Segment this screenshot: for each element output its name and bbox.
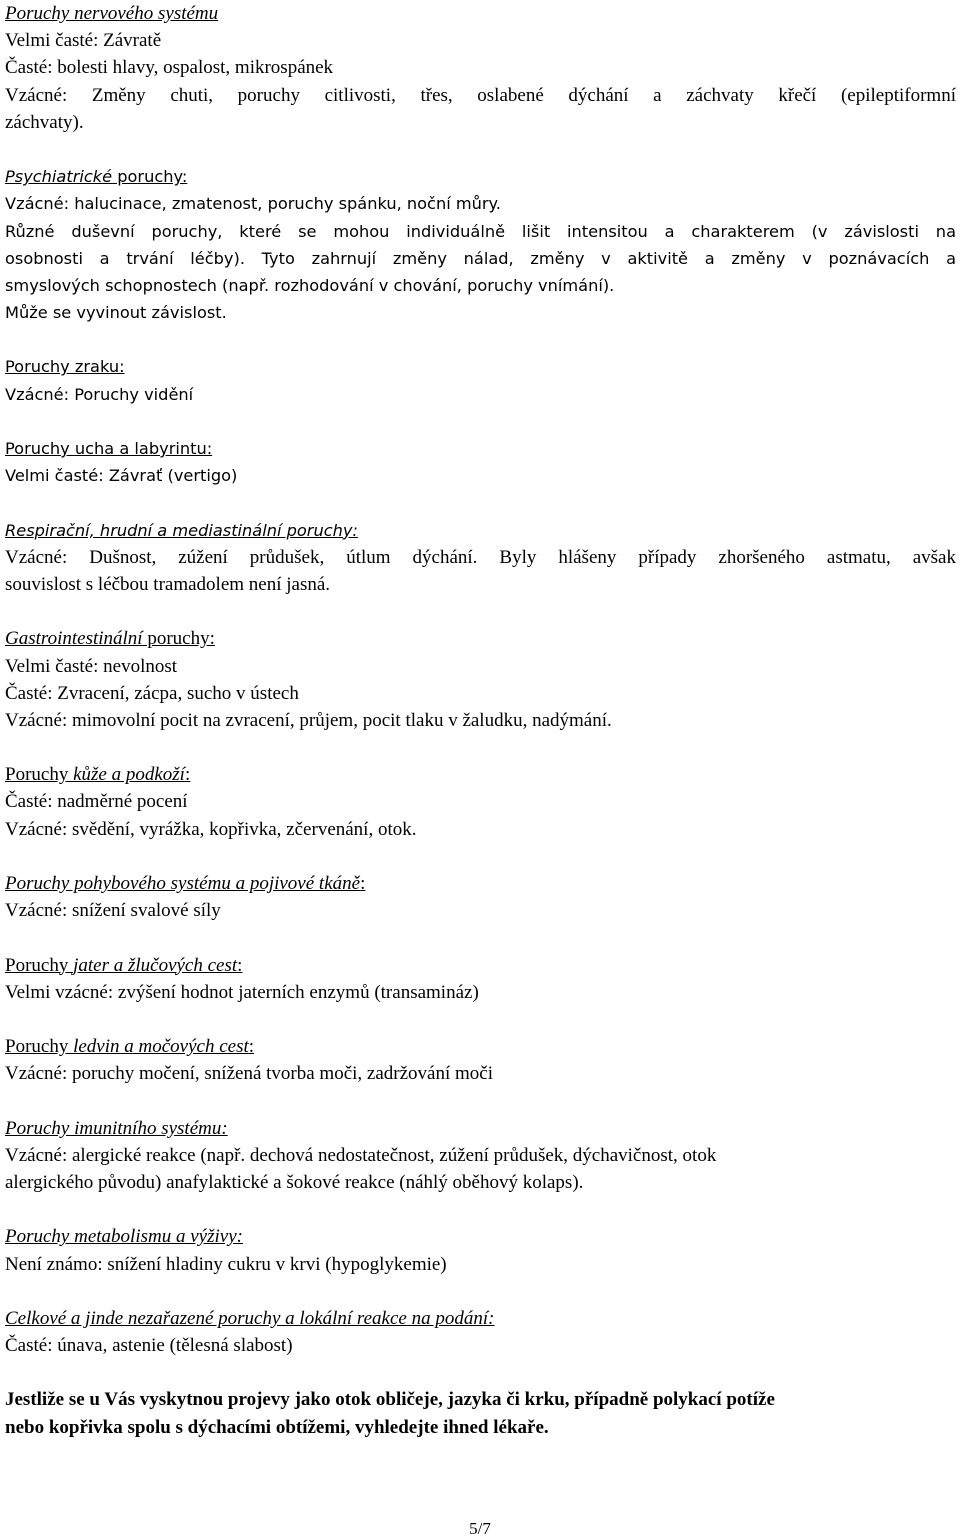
skin-common: Časté: nadměrné pocení [5,791,188,813]
heading-text-italic: Gastrointestinální [5,628,143,650]
warning-block [5,1386,956,1440]
nervous-very-common: Velmi časté: Závratě [5,30,162,52]
section-heading-general [5,1305,956,1332]
section-heading-eye [5,353,956,380]
heading-text: Poruchy imunitního systému: [5,1117,228,1139]
psychiatric-text-line-1: Různé duševní poruchy, které se mohou individuálně lišit intensitou a charakterem (v závislosti na [5,221,956,241]
page-number: 5/7 [469,1519,491,1538]
section-heading-liver [5,952,956,979]
heading-text-italic: jater a žlučových cest [73,954,238,976]
section-heading-nervous [5,0,956,27]
gastro-rare: Vzácné: mimovolní pocit na zvracení, průjem, pocit tlaku v žaludku, nadýmání. [5,709,612,731]
heading-text-italic: kůže a podkoží [73,764,185,786]
immune-text-line-2: alergického původu) anafylaktické a šokové reakce (náhlý oběhový kolaps). [5,1172,584,1194]
section-heading-immune [5,1115,956,1142]
ear-very-common: Velmi časté: Závrať (vertigo) [5,466,238,486]
psychiatric-rare: Vzácné: halucinace, zmatenost, poruchy spánku, noční můry. [5,194,501,214]
section-heading-kidney [5,1033,956,1060]
heading-text: Poruchy zraku: [5,357,125,377]
section-heading-respiratory [5,517,956,544]
section-heading-musculo [5,870,956,897]
gastro-common: Časté: Zvracení, zácpa, sucho v ústech [5,682,299,704]
skin-rare: Vzácné: svědění, vyrážka, kopřivka, zčervenání, otok. [5,818,417,840]
nervous-common: Časté: bolesti hlavy, ospalost, mikrospánek [5,57,334,79]
nervous-rare-line-2: záchvaty). [5,111,84,133]
liver-very-rare: Velmi vzácné: zvýšení hodnot jaterních enzymů (transamináz) [5,981,479,1003]
heading-text-plain: poruchy: [112,167,188,187]
general-common: Časté: únava, astenie (tělesná slabost) [5,1335,293,1357]
warning-line-1: Jestliže se u Vás vyskytnou projevy jako otok obličeje, jazyka či krku, případně polykací potíže [5,1389,775,1411]
heading-text-italic: Poruchy pohybového systému a pojivové tkáně [5,873,361,894]
warning-line-2: nebo kopřivka spolu s dýchacími obtížemi, vyhledejte ihned lékaře. [5,1416,549,1438]
musculo-rare: Vzácné: snížení svalové síly [5,900,221,922]
document-page [5,0,956,1441]
heading-text-plain: Poruchy [5,954,74,976]
nervous-rare-line-1: Vzácné: Změny chuti, poruchy citlivosti, třes, oslabené dýchání a záchvaty křečí (epileptiformní [5,84,956,106]
heading-text-italic: Psychiatrické [5,167,113,187]
section-heading-skin [5,761,956,788]
immune-text-line-1: Vzácné: alergické reakce (např. dechová nedostatečnost, zúžení průdušek, dýchavičnost, otok [5,1144,717,1166]
heading-text: Poruchy metabolismu a výživy: [5,1226,243,1248]
respiratory-text-line-1: Vzácné: Dušnost, zúžení průdušek, útlum dýchání. Byly hlášeny případy zhoršeného astmatu, avšak [5,546,956,568]
section-heading-gastro [5,625,956,652]
heading-text-colon: : [360,873,366,894]
psychiatric-text-line-3: smyslových schopnostech (např. rozhodování v chování, poruchy vnímání). [5,275,615,295]
eye-rare: Vzácné: Poruchy vidění [5,384,194,404]
heading-text-italic: ledvin a močových cest [73,1036,249,1058]
respiratory-text-line-2: souvislost s léčbou tramadolem není jasná. [5,573,331,595]
heading-text-colon: : [248,1036,255,1058]
heading-text: Respirační, hrudní a mediastinální poruchy: [5,520,358,540]
gastro-very-common: Velmi časté: nevolnost [5,655,178,677]
heading-text-colon: : [237,954,243,976]
heading-text-plain: Poruchy [5,1036,74,1058]
section-heading-psychiatric [5,163,956,190]
heading-text-plain: poruchy: [142,628,215,650]
psychiatric-text-line-2: osobnosti a trvání léčby). Tyto zahrnují změny nálad, změny v aktivitě a změny v poznávacích a [5,248,956,268]
section-heading-ear [5,435,956,462]
heading-text-colon: : [184,764,191,786]
heading-text-plain: Poruchy [5,764,74,786]
heading-text: Poruchy nervového systému [5,3,219,24]
kidney-rare: Vzácné: poruchy močení, snížená tvorba moči, zadržování moči [5,1063,493,1085]
section-heading-metabolism [5,1223,956,1250]
metabolism-unknown: Není známo: snížení hladiny cukru v krvi (hypoglykemie) [5,1253,447,1275]
psychiatric-text-line-4: Může se vyvinout závislost. [5,303,227,323]
heading-text: Poruchy ucha a labyrintu: [5,439,213,458]
heading-text: Celkové a jinde nezařazené poruchy a lokální reakce na podání: [5,1308,495,1329]
